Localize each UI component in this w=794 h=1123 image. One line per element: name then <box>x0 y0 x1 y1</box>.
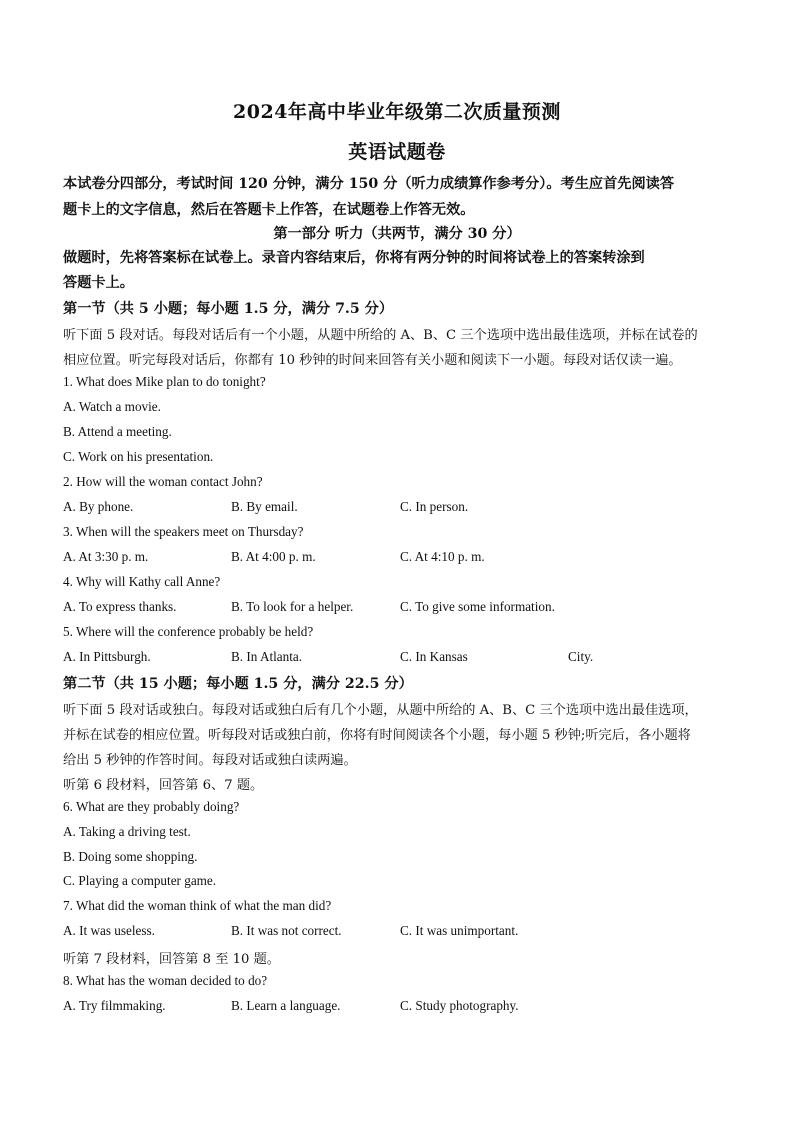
question-6-option-a: A. Taking a driving test. <box>63 824 191 839</box>
question-7-option-b: B. It was not correct. <box>231 923 342 938</box>
instructions-line-2: 题卡上的文字信息，然后在答题卡上作答，在试题卷上作答无效。 <box>63 202 475 218</box>
question-1-option-c: C. Work on his presentation. <box>63 449 214 464</box>
question-6: 6. What are they probably doing? <box>63 799 240 814</box>
question-8-option-c: C. Study photography. <box>400 998 519 1013</box>
question-7-option-c: C. It was unimportant. <box>400 923 519 938</box>
question-4-option-b: B. To look for a helper. <box>231 599 354 614</box>
question-1-option-b: B. Attend a meeting. <box>63 424 172 439</box>
section2-directions-line-1: 听下面 5 段对话或独白。每段对话或独白后有几个小题，从题中所给的 A、B、C 三个选项中选出最佳选项， <box>63 703 698 718</box>
question-5-option-c: C. In Kansas <box>400 649 468 664</box>
question-7-option-a: A. It was useless. <box>63 923 155 938</box>
section2-directions-line-2: 并标在试卷的相应位置。听每段对话或独白前，你将有时间阅读各个小题，每小题 5 秒钟;听完后，各小题将 <box>63 728 691 743</box>
question-2-option-c: C. In person. <box>400 499 469 514</box>
question-5: 5. Where will the conference probably be held? <box>63 624 314 639</box>
question-3-option-a: A. At 3:30 p. m. <box>63 549 149 564</box>
material-6-instruction: 听第 6 段材料，回答第 6、7 题。 <box>63 778 264 793</box>
section2-heading: 第二节（共 15 小题；每小题 1.5 分，满分 22.5 分） <box>63 676 413 692</box>
question-3: 3. When will the speakers meet on Thursday? <box>63 524 304 539</box>
question-7: 7. What did the woman think of what the man did? <box>63 898 332 913</box>
question-2: 2. How will the woman contact John? <box>63 474 263 489</box>
part1-note-line-2: 答题卡上。 <box>63 275 134 291</box>
section1-directions-line-2: 相应位置。听完每段对话后，你都有 10 秒钟的时间来回答有关小题和阅读下一小题。每段对话仅读一遍。 <box>63 353 682 368</box>
question-1: 1. What does Mike plan to do tonight? <box>63 374 266 389</box>
material-7-instruction: 听第 7 段材料，回答第 8 至 10 题。 <box>63 952 280 967</box>
question-4-option-a: A. To express thanks. <box>63 599 177 614</box>
question-6-option-b: B. Doing some shopping. <box>63 849 198 864</box>
question-2-option-a: A. By phone. <box>63 499 134 514</box>
question-5-option-c-continued: City. <box>568 649 594 664</box>
question-4-option-c: C. To give some information. <box>400 599 555 614</box>
part1-note-line-1: 做题时，先将答案标在试卷上。录音内容结束后，你将有两分钟的时间将试卷上的答案转涂到 <box>63 250 645 266</box>
question-2-option-b: B. By email. <box>231 499 298 514</box>
question-3-option-b: B. At 4:00 p. m. <box>231 549 316 564</box>
question-8-option-b: B. Learn a language. <box>231 998 341 1013</box>
question-4: 4. Why will Kathy call Anne? <box>63 574 221 589</box>
part1-heading: 第一部分 听力（共两节，满分 30 分） <box>273 226 521 242</box>
section1-directions-line-1: 听下面 5 段对话。每段对话后有一个小题，从题中所给的 A、B、C 三个选项中选出最佳选项，并标在试卷的 <box>63 328 698 343</box>
question-3-option-c: C. At 4:10 p. m. <box>400 549 485 564</box>
question-5-option-b: B. In Atlanta. <box>231 649 303 664</box>
question-8: 8. What has the woman decided to do? <box>63 973 268 988</box>
exam-title: 2024年高中毕业年级第二次质量预测 <box>233 101 561 123</box>
question-8-option-a: A. Try filmmaking. <box>63 998 166 1013</box>
question-5-option-a: A. In Pittsburgh. <box>63 649 151 664</box>
section1-heading: 第一节（共 5 小题；每小题 1.5 分，满分 7.5 分） <box>63 301 394 317</box>
exam-subtitle: 英语试题卷 <box>348 141 446 163</box>
section2-directions-line-3: 给出 5 秒钟的作答时间。每段对话或独白读两遍。 <box>63 753 357 768</box>
question-1-option-a: A. Watch a movie. <box>63 399 161 414</box>
instructions-line-1: 本试卷分四部分，考试时间 120 分钟，满分 150 分（听力成绩算作参考分）。考生应首先阅读答 <box>63 176 675 192</box>
question-6-option-c: C. Playing a computer game. <box>63 873 217 888</box>
